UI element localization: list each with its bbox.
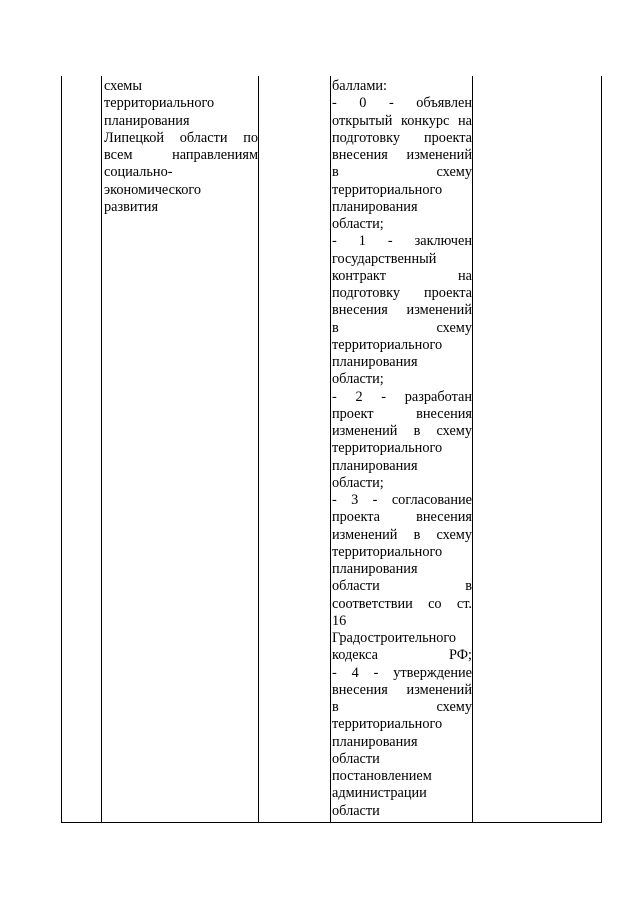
text-line: проект внесения xyxy=(332,405,472,422)
text-line: в схему xyxy=(332,319,472,336)
text-line: соответствии со ст. xyxy=(332,595,472,612)
text-line: - 0 - объявлен xyxy=(332,95,472,112)
table-column-divider xyxy=(330,76,331,823)
table-column-divider xyxy=(258,76,259,823)
text-line: социально- xyxy=(104,164,173,181)
text-line: территориального xyxy=(332,181,443,198)
text-line: внесения изменений xyxy=(332,302,472,319)
text-line: кодекса РФ; xyxy=(332,647,472,664)
table-column-divider xyxy=(101,76,102,823)
table-cell-indicator-values xyxy=(332,78,472,820)
table-cell-indicator-name xyxy=(104,78,258,216)
text-line: области; xyxy=(332,371,384,388)
text-line: в схему xyxy=(332,699,472,715)
text-line: области; xyxy=(332,216,384,232)
text-line: изменений в схему xyxy=(332,423,472,439)
text-line: подготовку проекта xyxy=(332,285,472,301)
text-line: территориального xyxy=(332,336,443,353)
text-line: - 1 - заключен xyxy=(332,233,472,250)
text-line: подготовку проекта xyxy=(332,129,472,146)
text-line: внесения изменений xyxy=(332,147,472,163)
text-line: схемы xyxy=(104,78,142,94)
text-line: планирования xyxy=(332,561,418,577)
text-line: открытый конкурс на xyxy=(332,112,472,129)
text-line: постановлением xyxy=(332,768,432,784)
text-line: - 4 - утверждение xyxy=(332,664,472,681)
text-line: территориального xyxy=(332,716,443,733)
text-line: планирования xyxy=(332,457,418,474)
text-line: проекта внесения xyxy=(332,509,472,526)
text-line: территориального xyxy=(104,95,215,112)
table-border-right xyxy=(601,76,602,823)
text-line: - 2 - разработан xyxy=(332,388,472,405)
table-border-left xyxy=(61,76,62,823)
text-line: области в xyxy=(332,578,472,595)
text-line: 16 xyxy=(332,612,347,629)
text-line: всем направлениям xyxy=(104,147,258,163)
text-line: области xyxy=(332,802,380,819)
text-line: Липецкой области по xyxy=(104,129,258,146)
text-line: государственный xyxy=(332,250,437,267)
text-line: развития xyxy=(104,198,159,215)
text-line: планирования xyxy=(104,112,190,129)
text-line: области; xyxy=(332,474,384,491)
text-line: планирования xyxy=(332,198,418,215)
table-bottom-border xyxy=(61,822,601,823)
text-line: экономического xyxy=(104,181,201,198)
text-line: администрации xyxy=(332,785,427,802)
text-line: области xyxy=(332,750,380,767)
text-line: планирования xyxy=(332,354,418,370)
text-line: территориального xyxy=(332,440,443,457)
text-line: - 3 - согласование xyxy=(332,492,472,508)
text-line: внесения изменений xyxy=(332,681,472,698)
text-line: Градостроительного xyxy=(332,630,457,646)
text-line: баллами: xyxy=(332,78,388,94)
text-line: планирования xyxy=(332,733,418,750)
text-line: изменений в схему xyxy=(332,526,472,543)
text-line: территориального xyxy=(332,543,443,560)
text-line: контракт на xyxy=(332,267,472,284)
text-line: в схему xyxy=(332,164,472,181)
table-column-divider xyxy=(472,76,473,823)
